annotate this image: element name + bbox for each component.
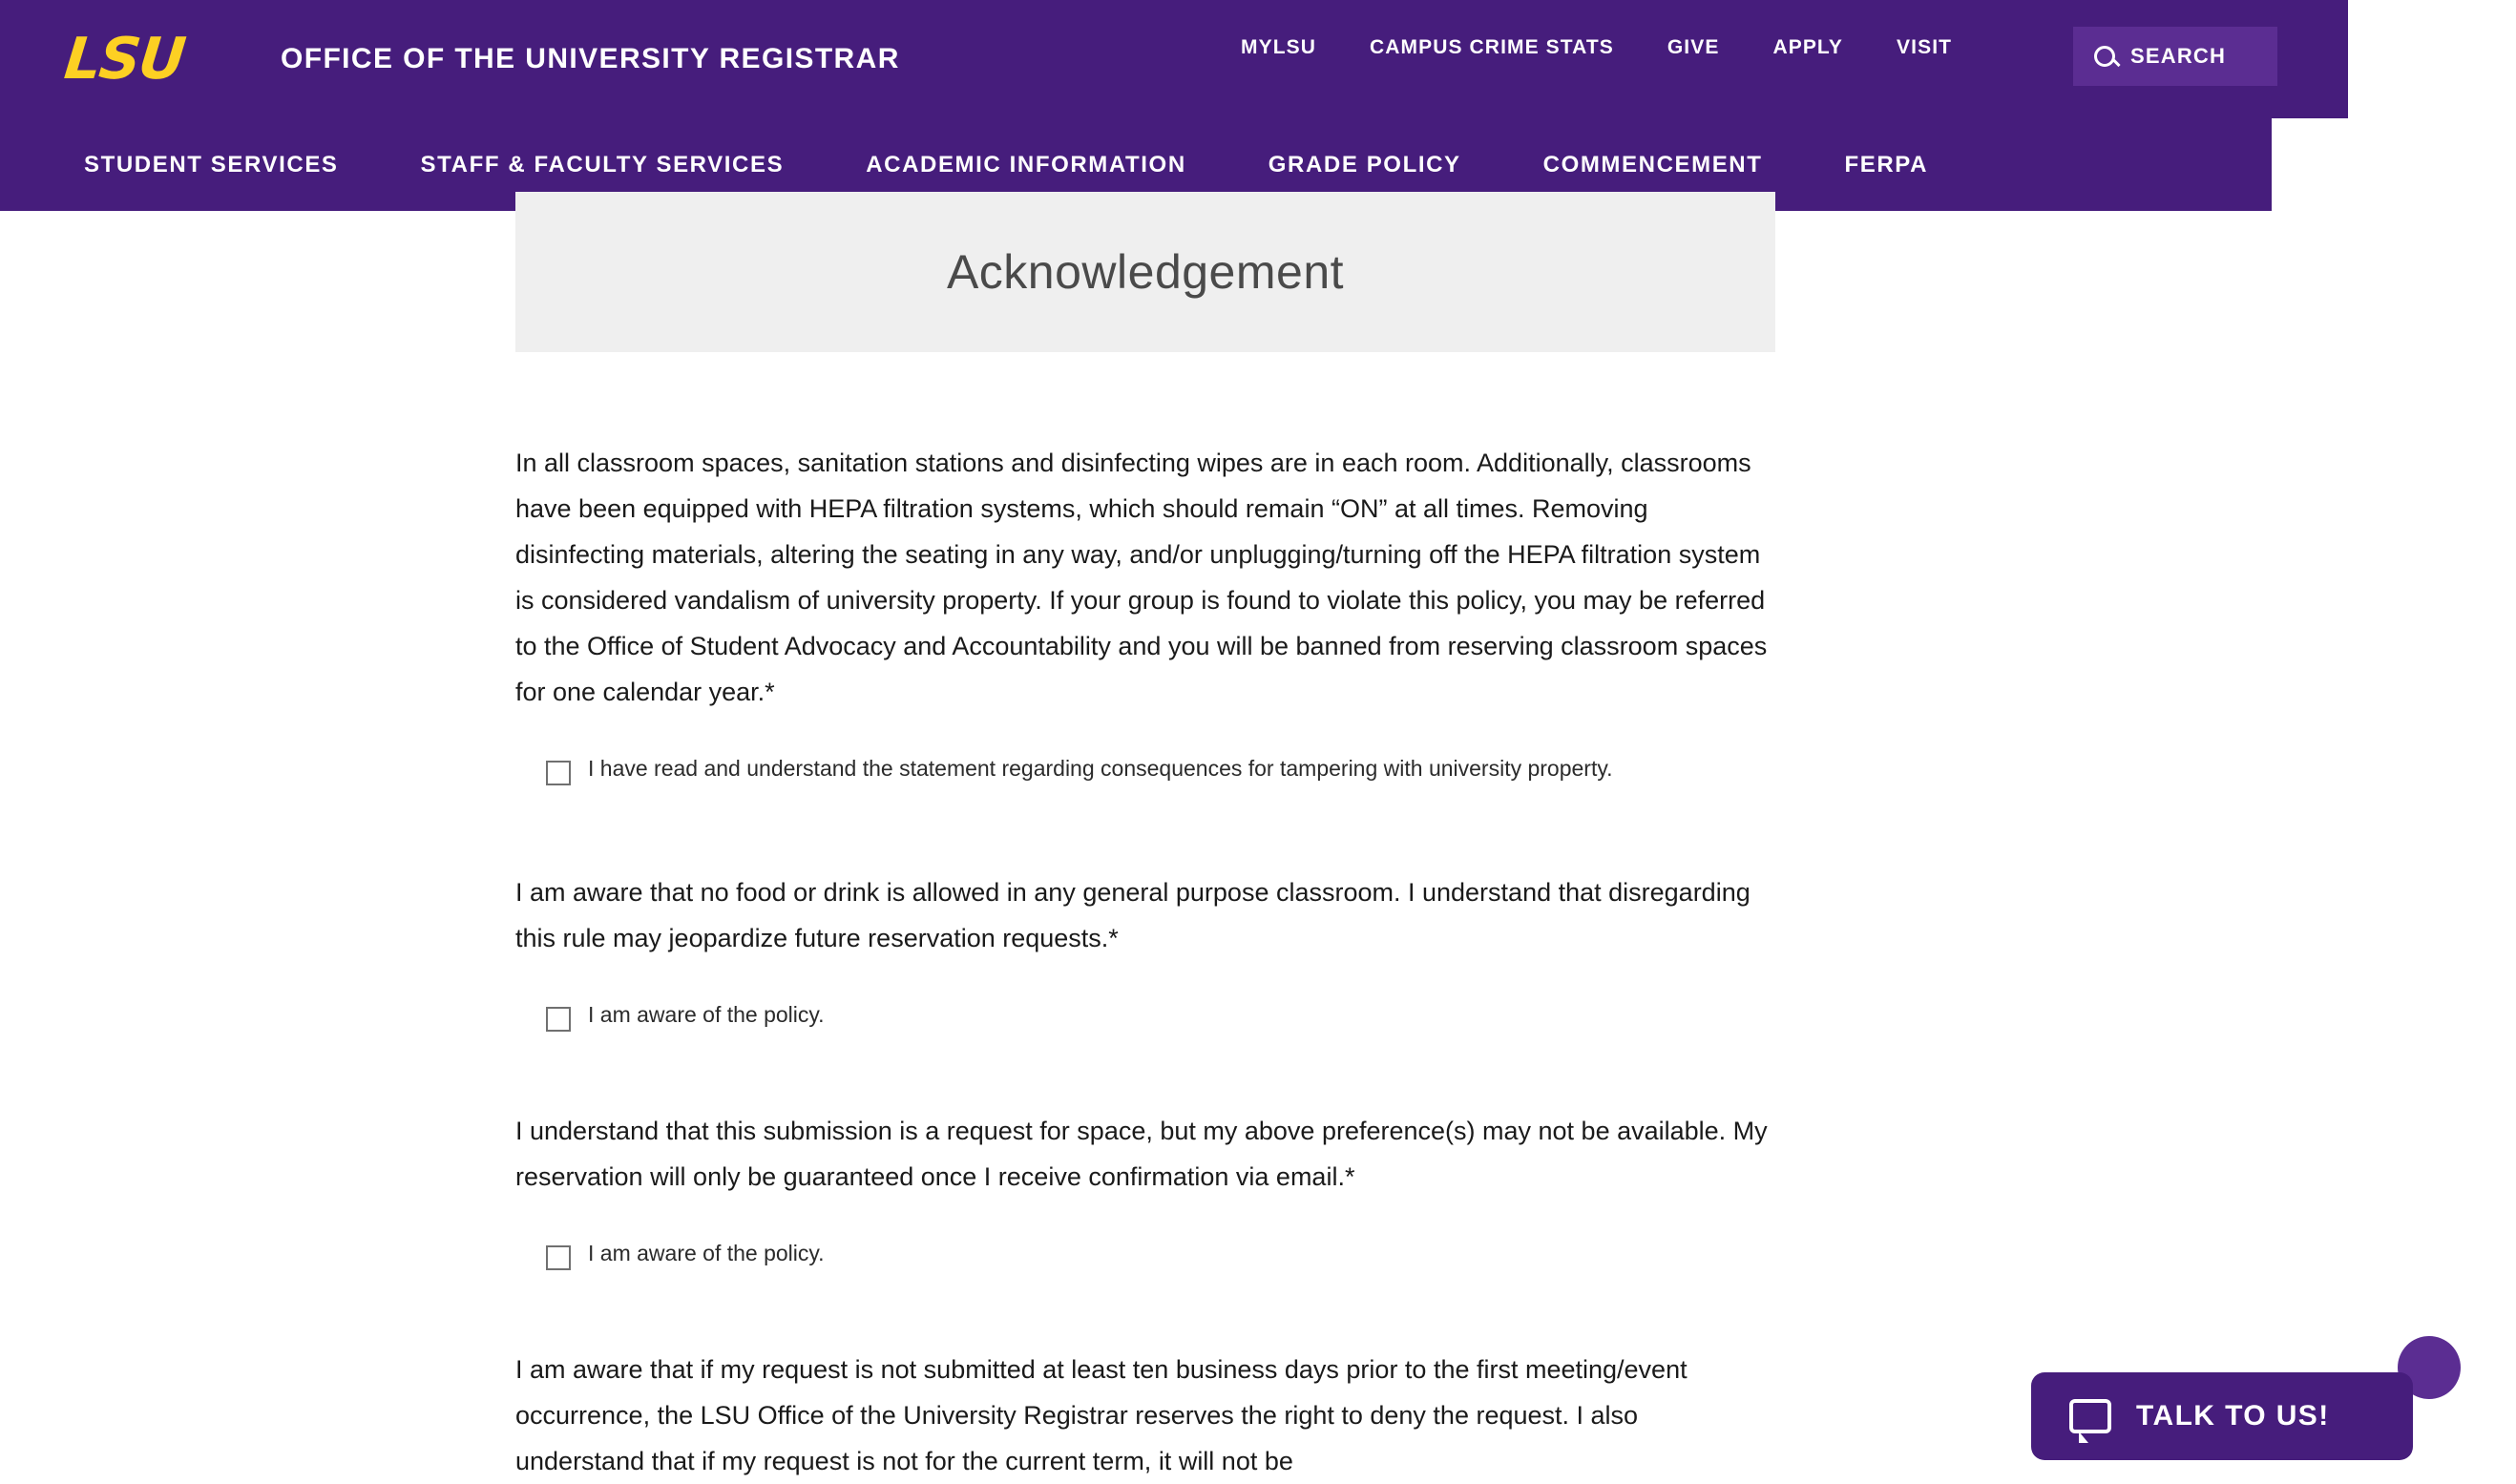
util-nav-apply[interactable]: APPLY: [1772, 36, 1844, 58]
search-icon: [2094, 46, 2115, 67]
acknowledgement-section: [515, 869, 1775, 1041]
nav-item-student-services[interactable]: STUDENT SERVICES: [84, 151, 339, 178]
checkbox-input[interactable]: [546, 1245, 571, 1270]
section-paragraph: I am aware that if my request is not submitted at least ten business days prior to the first meeting/event occurrence, the LSU Office of the University Registrar reserves the right to deny the request. I also understand that if my request is not for the current term, it will not be: [515, 1355, 1688, 1475]
util-nav-visit[interactable]: VISIT: [1897, 36, 1953, 58]
lsu-logo[interactable]: [44, 26, 204, 93]
spacer: [515, 795, 1775, 869]
page-title-band: [515, 192, 1775, 352]
spacer: [515, 1041, 1775, 1108]
nav-item-academic-information[interactable]: ACADEMIC INFORMATION: [866, 151, 1186, 178]
util-nav-give[interactable]: GIVE: [1667, 36, 1720, 58]
nav-item-staff-faculty-services[interactable]: STAFF & FACULTY SERVICES: [420, 151, 785, 178]
search-button[interactable]: [2073, 27, 2277, 86]
checkbox-label: I am aware of the policy.: [588, 1002, 825, 1027]
section-paragraph: I am aware that no food or drink is allowed in any general purpose classroom. I understand that disregarding this rule may jeopardize future reservation requests.*: [515, 878, 1751, 952]
talk-to-us-button[interactable]: [2031, 1372, 2413, 1460]
checkbox-row[interactable]: [546, 742, 1775, 795]
checkbox-input[interactable]: [546, 761, 571, 785]
acknowledgement-section: [515, 1108, 1775, 1280]
talk-to-us-label: TALK TO US!: [2136, 1400, 2330, 1432]
section-paragraph: In all classroom spaces, sanitation stations and disinfecting wipes are in each room. Additionally, classrooms have been equipped with HEPA filtration systems, which should remain “ON” at all times. Removing disinfecting materials, altering the seating in any way, and/or unplugging/turning off the HEPA filtration system is considered vandalism of university property. If your group is found to violate this policy, you may be referred to the Office of Student Advocacy and Accountability and you will be banned from reserving classroom spaces for one calendar year.*: [515, 449, 1768, 706]
chat-icon: [2069, 1399, 2111, 1433]
checkbox-input[interactable]: [546, 1007, 571, 1032]
util-nav-campus-crime-stats[interactable]: CAMPUS CRIME STATS: [1370, 36, 1614, 58]
nav-item-ferpa[interactable]: FERPA: [1844, 151, 1929, 178]
checkbox-row[interactable]: [546, 1226, 1775, 1280]
checkbox-label: I am aware of the policy.: [588, 1241, 825, 1265]
nav-item-grade-policy[interactable]: GRADE POLICY: [1268, 151, 1461, 178]
site-title: OFFICE OF THE UNIVERSITY REGISTRAR: [281, 43, 900, 74]
search-label: SEARCH: [2130, 44, 2227, 68]
nav-item-commencement[interactable]: COMMENCEMENT: [1542, 151, 1763, 178]
page-title: Acknowledgement: [946, 245, 1345, 299]
acknowledgement-form: [515, 440, 1775, 1484]
checkbox-label: I have read and understand the statement regarding consequences for tampering with university property.: [588, 756, 1613, 781]
util-nav-mylsu[interactable]: MYLSU: [1241, 36, 1316, 58]
page-content: [0, 211, 2516, 1483]
acknowledgement-section: [515, 1347, 1775, 1484]
site-header: [0, 0, 2348, 118]
lsu-logo-text: LSU: [61, 26, 187, 93]
utility-nav: [1241, 36, 1952, 59]
spacer: [515, 1280, 1775, 1347]
checkbox-row[interactable]: [546, 988, 1775, 1041]
section-paragraph: I understand that this submission is a request for space, but my above preference(s) may not be available. My reservation will only be guaranteed once I receive confirmation via email.*: [515, 1117, 1768, 1191]
acknowledgement-section: [515, 440, 1775, 795]
